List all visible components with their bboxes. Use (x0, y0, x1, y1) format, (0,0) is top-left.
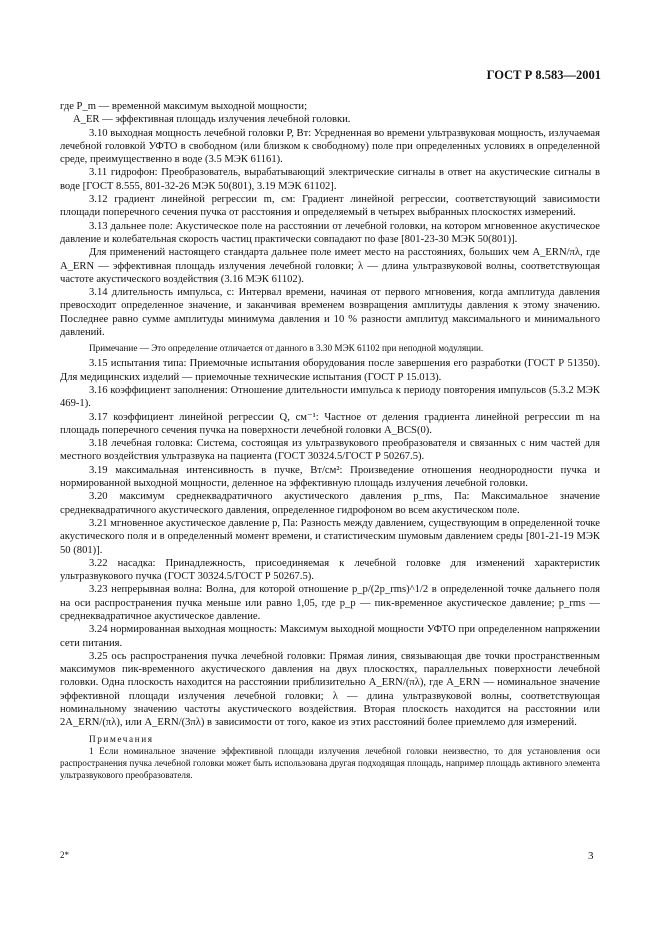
document-id: ГОСТ Р 8.583—2001 (486, 68, 601, 82)
paragraph: 3.23 непрерывная волна: Волна, для которой отношение p_p/(2p_rms)^1/2 в определенной точке дальнего поля на оси распространения пучка меньше или равно 1,05, где p_p — пик-временное акустическое давление; p_rms — среднеквадратичное акустическое давление. (60, 584, 600, 622)
document-body (60, 100, 600, 781)
notes-heading: Примечания (89, 733, 154, 744)
paragraph: 3.10 выходная мощность лечебной головки P, Вт: Усредненная во времени ультразвуковая мощность, излучаемая лечебной головкой УФТО в свободном (или близком к свободному) поле при определенных условиях в определенной среде, преимущественно в воде (3.5 МЭК 61161). (60, 127, 600, 166)
page-number: 3 (588, 850, 594, 862)
paragraph: где P_m — временной максимум выходной мощности; (60, 101, 308, 112)
paragraph: 3.19 максимальная интенсивность в пучке, Вт/см²: Произведение отношения неоднородности пучка и нормированной выходной мощности, деленное на эффективную площадь излучения лечебной головки. (60, 464, 600, 490)
paragraph: Для применений настоящего стандарта дальнее поле имеет место на расстояниях, больших чем A_ERN/πλ, где A_ERN — эффективная площадь излучения лечебной головки; λ — длина ультразвуковой волны, соответствующая частоте акустического воздействия (3.16 МЭК 61102). (60, 247, 600, 285)
paragraph: 3.11 гидрофон: Преобразователь, вырабатывающий электрические сигналы в ответ на акустические сигналы в воде [ГОСТ 8.555, 801-32-26 МЭК 50(801), 3.19 МЭК 61102]. (60, 167, 600, 192)
paragraph: 3.13 дальнее поле: Акустическое поле на расстоянии от лечебной головки, на котором мгновенное акустическое давление и колебательная скорость частиц практически совпадают по фазе [801-23-30 МЭК 50(801)]. (60, 220, 600, 245)
paragraph: 3.17 коэффициент линейной регрессии Q, см⁻¹: Частное от деления градиента линейной регрессии m на площадь поперечного сечения пучка на поверхности лечебной головки A_BCS(0). (60, 411, 600, 436)
paragraph: 3.12 градиент линейной регрессии m, см: Градиент линейной регрессии, соответствующий зависимости площади поперечного сечения пучка от расстояния и определяемый в четырех выбранных плоскостях измерений. (60, 194, 600, 219)
paragraph: 3.20 максимум среднеквадратичного акустического давления p_rms, Па: Максимальное значение среднеквадратичного акустического давления, определенное гидрофоном во всем акустическом поле. (60, 491, 600, 516)
paragraph: 3.15 испытания типа: Приемочные испытания оборудования после завершения его разработки (ГОСТ Р 51350). Для медицинских изделий — приемочные технические испытания (ГОСТ Р 15.013). (60, 358, 600, 383)
paragraph: 3.14 длительность импульса, с: Интервал времени, начиная от первого мгновения, когда амплитуда давления превосходит определенное значение, и заканчивая временем возвращения амплитуды давления к этому значению. Последнее равно сумме амплитуды минимума давления и 10 % разности амплитуд максимального и минимального давлений. (60, 287, 600, 339)
paragraph: 3.16 коэффициент заполнения: Отношение длительности импульса к периоду повторения импульсов (5.3.2 МЭК 469-1). (60, 384, 600, 410)
page-mark: 2* (60, 850, 69, 860)
note: 1 Если номинальное значение эффективной площади излучения лечебной головки неизвестно, то для установления оси распространения пучка лечебной головки может быть использована другая подходящая площадь, например площадь активного элемента ультразвукового преобразователя. (60, 745, 600, 780)
paragraph: 3.25 ось распространения пучка лечебной головки: Прямая линия, связывающая две точки пространственным максимумов пик-временного акустического давления на двух плоскостях, параллельных поверхности лечебной головки. Одна плоскость находится на расстоянии приблизительно A_ERN/(πλ), где A_ERN — номинальное значение эффективной площади излучения лечебной головки; λ — длина ультразвуковой волны, соответствующая номинальному значению частоты акустического воздействия. Вторая плоскость находится на расстоянии или 2A_ERN/(πλ), или A_ERN/(3πλ) в зависимости от того, какое из этих расстояний более приемлемо для измерений. (60, 650, 600, 729)
note: Примечание — Это определение отличается от данного в 3.30 МЭК 61102 при неподной модуляции. (89, 343, 484, 354)
paragraph: 3.24 нормированная выходная мощность: Максимум выходной мощности УФТО при определенном напряжении сети питания. (60, 624, 600, 649)
paragraph: 3.22 насадка: Принадлежность, присоединяемая к лечебной головке для изменений характеристик ультразвукового пучка (ГОСТ 30324.5/ГОСТ Р 50267.5). (60, 557, 600, 583)
paragraph: 3.18 лечебная головка: Система, состоящая из ультразвукового преобразователя и связанных с ним частей для местного воздействия ультразвука на пациента (ГОСТ 30324.5/ГОСТ Р 50267.5). (60, 438, 600, 463)
paragraph: A_ER — эффективная площадь излучения лечебной головки. (73, 114, 351, 126)
paragraph: 3.21 мгновенное акустическое давление p, Па: Разность между давлением, существующим в определенной точке акустического поля и в определенный момент времени, и статистическим шумовым давлением среды [801-21-19 МЭК 50 (801)]. (60, 517, 600, 556)
